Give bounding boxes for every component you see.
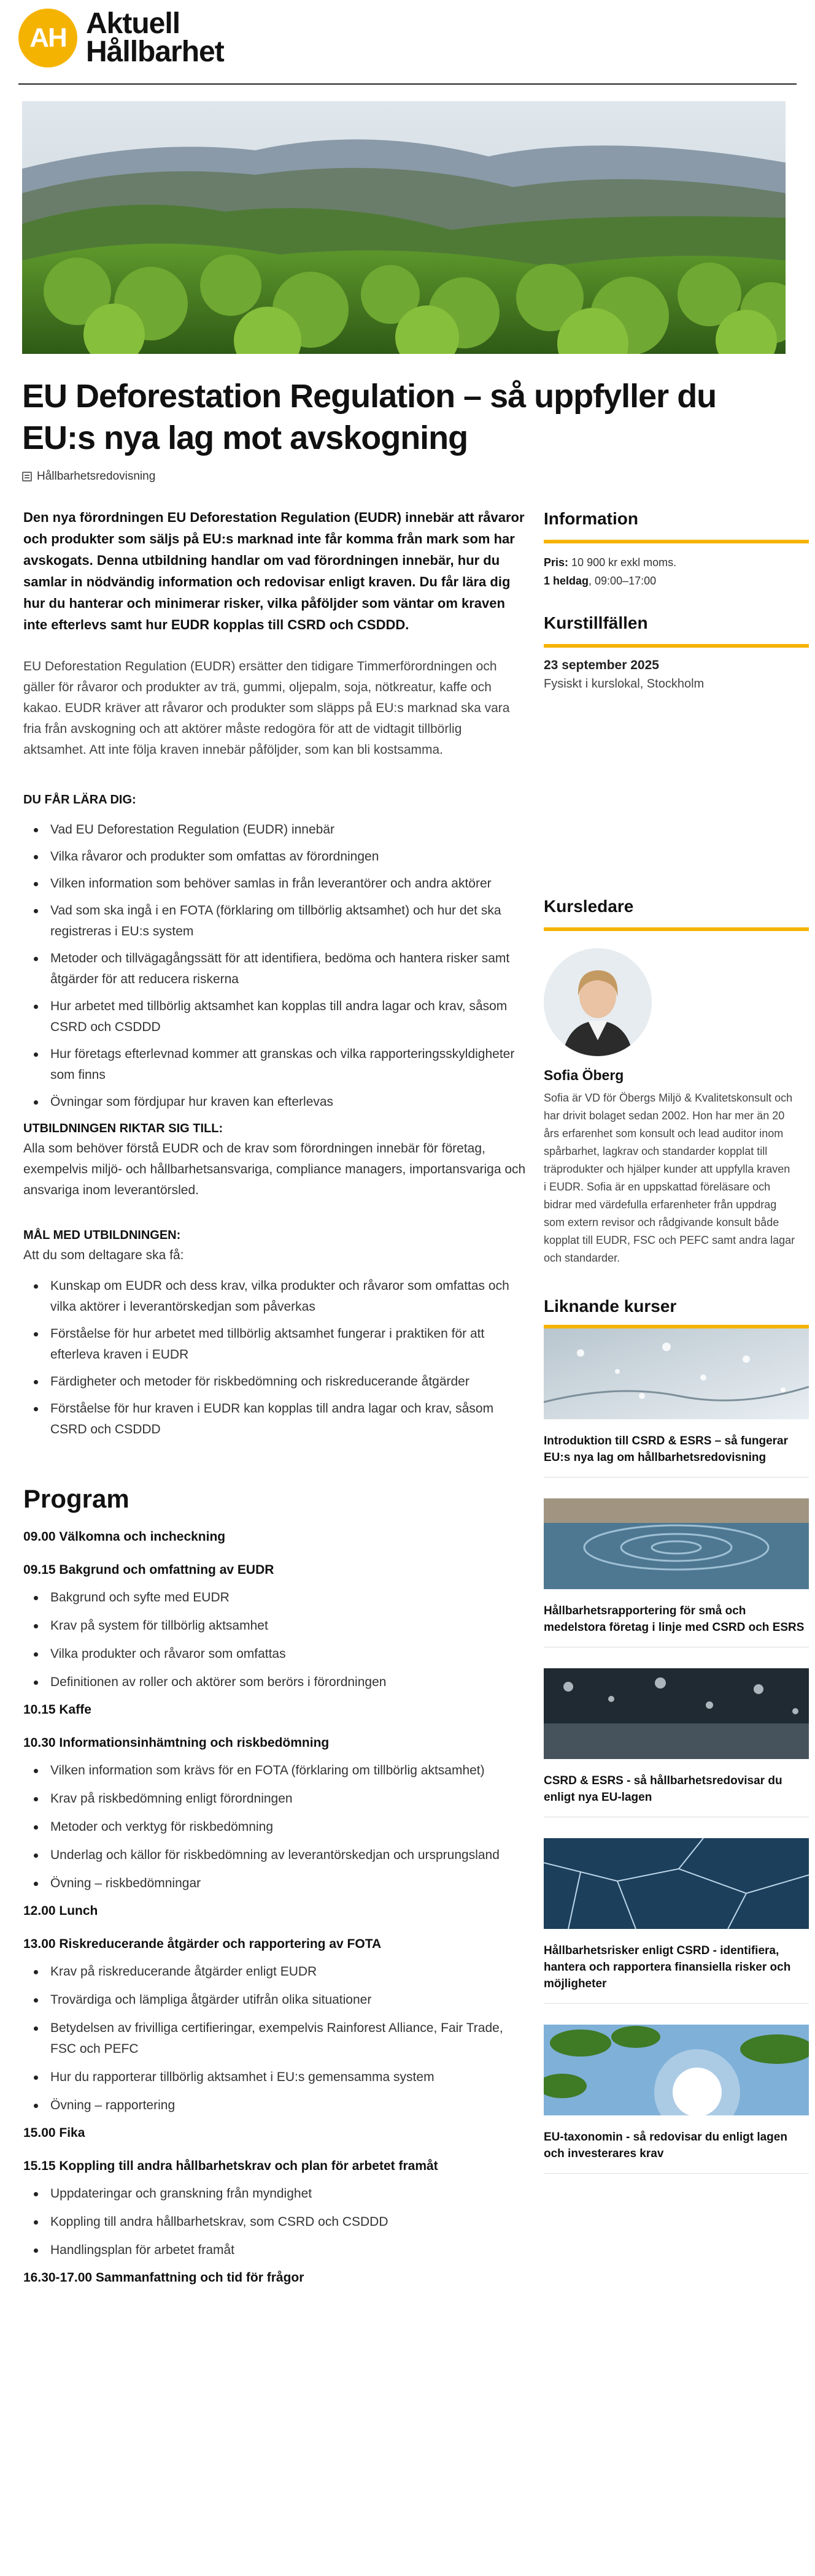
program-slot-list bbox=[23, 1587, 527, 1693]
sunlit-leaves-image bbox=[544, 2025, 809, 2115]
program-slot: 09.15 Bakgrund och omfattning av EUDR bbox=[23, 1563, 274, 1577]
similar-course-card[interactable] bbox=[544, 2025, 809, 2174]
list-item: Förståelse för hur kraven i EUDR kan kopplas till andra lagar och krav, såsom CSRD och CSDDD bbox=[23, 1398, 527, 1440]
program-slot: 10.15 Kaffe bbox=[23, 1703, 91, 1717]
price-line bbox=[544, 553, 809, 572]
program-slot: 09.00 Välkomna och incheckning bbox=[23, 1530, 226, 1544]
accent-bar bbox=[544, 540, 809, 543]
duration-line bbox=[544, 572, 809, 590]
program-slot-list bbox=[23, 1961, 527, 2116]
list-item: Krav på riskreducerande åtgärder enligt EUDR bbox=[23, 1961, 527, 1982]
list-item: Förståelse för hur arbetet med tillbörlig aktsamhet fungerar i praktiken för att efterleva kraven i EUDR bbox=[23, 1324, 527, 1365]
occasion-place: Fysiskt i kurslokal, Stockholm bbox=[544, 677, 705, 691]
goals-heading: MÅL MED UTBILDNINGEN: bbox=[23, 1229, 181, 1242]
list-item: Uppdateringar och granskning från myndighet bbox=[23, 2183, 527, 2204]
list-item: Betydelsen av frivilliga certifieringar, exempelvis Rainforest Alliance, Fair Trade, FSC och PEFC bbox=[23, 2018, 527, 2060]
list-item: Hur arbetet med tillbörlig aktsamhet kan kopplas till andra lagar och krav, såsom CSRD och CSDDD bbox=[23, 996, 527, 1038]
program-slot: 13.00 Riskreducerande åtgärder och rapportering av FOTA bbox=[23, 1937, 382, 1951]
list-item: Färdigheter och metoder för riskbedömning och riskreducerande åtgärder bbox=[23, 1371, 527, 1392]
program-title: Program bbox=[23, 1484, 129, 1513]
program-slot: 12.00 Lunch bbox=[23, 1904, 98, 1918]
program-slot: 15.00 Fika bbox=[23, 2126, 85, 2140]
goals-list bbox=[23, 1276, 527, 1440]
occasions-heading: Kurstillfällen bbox=[544, 613, 648, 632]
occasion-item[interactable] bbox=[544, 656, 809, 693]
list-item: Handlingsplan för arbetet framåt bbox=[23, 2240, 527, 2261]
target-text: Alla som behöver förstå EUDR och de krav som förordningen innebär för företag, exempelvis miljö- och hållbarhetsansvariga, compliance managers, importansvariga och ansvariga inom leverantörsled. bbox=[23, 1141, 526, 1197]
article-text: EU Deforestation Regulation (EUDR) ersätter den tidigare Timmerförordningen och gäller för råvaror och produkter av trä, gummi, oljepalm, soja, nötkreatur, kaffe och kakao. EUDR kräver att råvaror och produkter som släpps på EU:s marknad ska vara fria från avskogning och att aktörer måste redogöra för att de vidtagit tillbörlig aktsamhet. Att inte följa kraven innebär påföljder, som kan bli kostsamma. bbox=[23, 659, 510, 757]
list-item: Metoder och tillvägagångssätt för att identifiera, bedöma och hantera risker samt åtgärder för att reducera riskerna bbox=[23, 948, 527, 990]
similar-course-card[interactable] bbox=[544, 1668, 809, 1817]
list-item: Kunskap om EUDR och dess krav, vilka produkter och råvaror som omfattas och vilka aktörer i leverantörskedjan som påverkas bbox=[23, 1276, 527, 1317]
duration-value: , 09:00–17:00 bbox=[589, 575, 657, 587]
list-item: Vad som ska ingå i en FOTA (förklaring om tillbörlig aktsamhet) och hur det ska registreras i EU:s system bbox=[23, 900, 527, 942]
list-item: Vilken information som krävs för en FOTA (förklaring om tillbörlig aktsamhet) bbox=[23, 1760, 527, 1781]
leader-avatar bbox=[544, 948, 652, 1056]
course-title[interactable]: Hållbarhetsrapportering för små och medelstora företag i linje med CSRD och ESRS bbox=[544, 1603, 809, 1647]
category-tag[interactable] bbox=[22, 470, 155, 483]
article-title: EU Deforestation Regulation – så uppfyller du EU:s nya lag mot avskogning bbox=[22, 378, 717, 456]
list-item: Bakgrund och syfte med EUDR bbox=[23, 1587, 527, 1608]
learn-list bbox=[23, 819, 527, 1113]
list-item: Vilka produkter och råvaror som omfattas bbox=[23, 1644, 527, 1665]
category-label: Hållbarhetsredovisning bbox=[37, 470, 156, 483]
water-ripple-image bbox=[544, 1498, 809, 1589]
course-title[interactable]: EU-taxonomin - så redovisar du enligt lagen och investerares krav bbox=[544, 2129, 809, 2174]
site-header bbox=[18, 0, 797, 85]
price-value: 10 900 kr exkl moms. bbox=[571, 556, 677, 569]
list-item: Övning – riskbedömningar bbox=[23, 1873, 527, 1894]
water-bokeh-image bbox=[544, 1668, 809, 1759]
similar-course-card[interactable] bbox=[544, 1328, 809, 1478]
program-slot-list bbox=[23, 2183, 527, 2261]
list-item: Vilken information som behöver samlas in från leverantörer och andra aktörer bbox=[23, 873, 527, 894]
list-item: Underlag och källor för riskbedömning av leverantörskedjan och ursprungsland bbox=[23, 1845, 527, 1866]
learn-heading: DU FÅR LÄRA DIG: bbox=[23, 793, 136, 807]
list-item: Hur företags efterlevnad kommer att granskas och vilka rapporteringsskyldigheter som finns bbox=[23, 1044, 527, 1086]
document-icon bbox=[22, 472, 32, 481]
list-item: Koppling till andra hållbarhetskrav, som CSRD och CSDDD bbox=[23, 2212, 527, 2233]
similar-courses-heading: Liknande kurser bbox=[544, 1297, 677, 1316]
leader-bio: Sofia är VD för Öbergs Miljö & Kvalitetskonsult och har drivit bolaget sedan 2002. Hon har mer än 20 års erfarenhet som konsult och lead auditor inom spårbarhet, lagkrav och standarder kopplat till träprodukter och hjälper kunder att uppfylla kraven i EUDR. Sofia är en uppskattad föreläsare och bidrar med värdefulla erfarenheter från uppdrag som extern revisor och rådgivande konsult både kopplat till EUDR, FSC och PEFC samt andra lagar och standarder. bbox=[544, 1092, 795, 1264]
logo-line-1: Aktuell bbox=[86, 7, 180, 40]
water-droplets-image bbox=[544, 1328, 809, 1419]
logo-badge-icon: AH bbox=[18, 9, 77, 67]
info-block bbox=[544, 553, 809, 590]
program-slot-list bbox=[23, 1760, 527, 1894]
hero-forest-image bbox=[22, 101, 786, 354]
site-logo[interactable] bbox=[18, 9, 224, 67]
accent-bar bbox=[544, 927, 809, 931]
program-slot: 15.15 Koppling till andra hållbarhetskrav och plan för arbetet framåt bbox=[23, 2159, 438, 2173]
article-body bbox=[23, 507, 527, 2288]
list-item: Vilka råvaror och produkter som omfattas av förordningen bbox=[23, 846, 527, 867]
price-label: Pris: bbox=[544, 556, 569, 569]
list-item: Trovärdiga och lämpliga åtgärder utifrån olika situationer bbox=[23, 1990, 527, 2011]
logo-wordmark bbox=[86, 7, 224, 68]
cracked-ice-image bbox=[544, 1838, 809, 1929]
accent-bar bbox=[544, 644, 809, 648]
course-title[interactable]: CSRD & ESRS - så hållbarhetsredovisar du enligt nya EU-lagen bbox=[544, 1773, 809, 1817]
similar-course-card[interactable] bbox=[544, 1838, 809, 2004]
list-item: Övning – rapportering bbox=[23, 2095, 527, 2116]
goals-intro: Att du som deltagare ska få: bbox=[23, 1248, 184, 1262]
similar-course-card[interactable] bbox=[544, 1498, 809, 1647]
sidebar bbox=[544, 507, 809, 2174]
duration-label: 1 heldag bbox=[544, 575, 589, 587]
list-item: Krav på system för tillbörlig aktsamhet bbox=[23, 1616, 527, 1636]
article-lead: Den nya förordningen EU Deforestation Regulation (EUDR) innebär att råvaror och produkter som säljs på EU:s marknad inte får komma från mark som har avskogats. Denna utbildning handlar om vad förordningen innebär, hur du samlar in nödvändig information och redovisar enligt kraven. Du får lära dig hur du hanterar och minimerar risker, vilka påföljder som väntar om kraven inte efterlevs samt hur EUDR kopplas till CSRD och CSDDD. bbox=[23, 510, 525, 632]
info-heading: Information bbox=[544, 509, 638, 528]
list-item: Hur du rapporterar tillbörlig aktsamhet i EU:s gemensamma system bbox=[23, 2067, 527, 2088]
list-item: Metoder och verktyg för riskbedömning bbox=[23, 1817, 527, 1838]
list-item: Vad EU Deforestation Regulation (EUDR) innebär bbox=[23, 819, 527, 840]
list-item: Övningar som fördjupar hur kraven kan efterlevas bbox=[23, 1092, 527, 1113]
leader-heading: Kursledare bbox=[544, 897, 634, 916]
occasion-date: 23 september 2025 bbox=[544, 658, 659, 672]
leader-name: Sofia Öberg bbox=[544, 1067, 624, 1083]
program-section bbox=[23, 1483, 527, 2288]
course-title[interactable]: Hållbarhetsrisker enligt CSRD - identifiera, hantera och rapportera finansiella risker och möjligheter bbox=[544, 1942, 809, 2004]
program-slot: 10.30 Informationsinhämtning och riskbedömning bbox=[23, 1736, 330, 1750]
logo-line-2: Hållbarhet bbox=[86, 36, 224, 68]
list-item: Definitionen av roller och aktörer som berörs i förordningen bbox=[23, 1672, 527, 1693]
course-title[interactable]: Introduktion till CSRD & ESRS – så fungerar EU:s nya lag om hållbarhetsredovisning bbox=[544, 1433, 809, 1478]
program-slot: 16.30-17.00 Sammanfattning och tid för frågor bbox=[23, 2271, 304, 2285]
list-item: Krav på riskbedömning enligt förordningen bbox=[23, 1788, 527, 1809]
target-heading: UTBILDNINGEN RIKTAR SIG TILL: bbox=[23, 1122, 223, 1135]
